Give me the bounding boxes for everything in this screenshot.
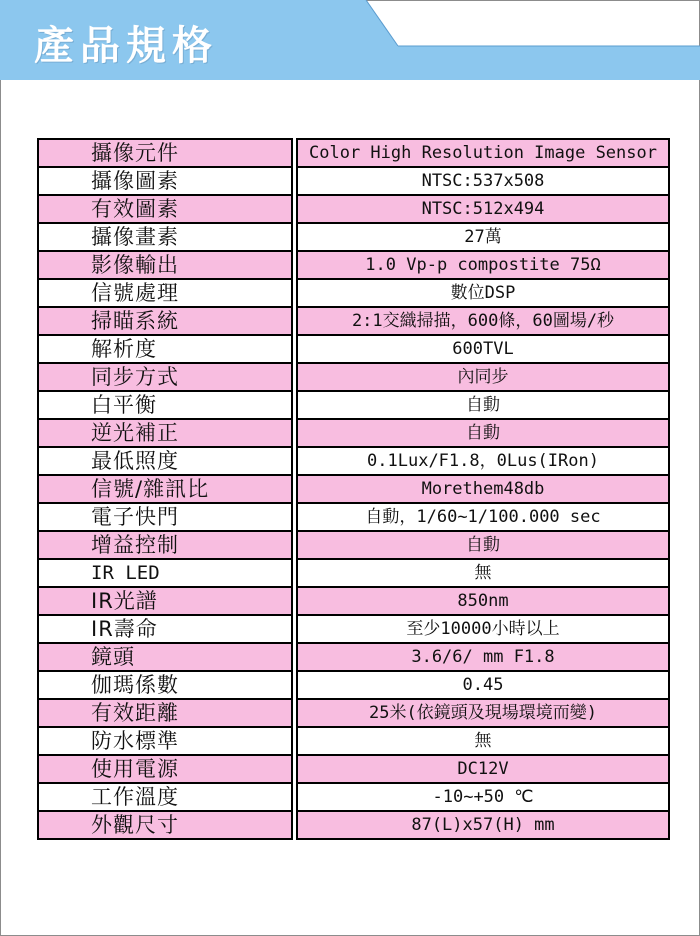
spec-row bbox=[38, 811, 669, 839]
spec-row bbox=[38, 615, 669, 643]
spec-label: 逆光補正 bbox=[38, 419, 292, 447]
spec-row bbox=[38, 531, 669, 559]
spec-value: 2:1交織掃描，600條，60圖場/秒 bbox=[297, 307, 669, 335]
spec-value: 3.6/6/ mm F1.8 bbox=[297, 643, 669, 671]
spec-row bbox=[38, 195, 669, 223]
spec-row bbox=[38, 167, 669, 195]
spec-value: 27萬 bbox=[297, 223, 669, 251]
spec-label: 防水標準 bbox=[38, 727, 292, 755]
spec-label: IR光譜 bbox=[38, 587, 292, 615]
spec-row bbox=[38, 503, 669, 531]
spec-label: 掃瞄系統 bbox=[38, 307, 292, 335]
spec-row bbox=[38, 699, 669, 727]
spec-label: 攝像圖素 bbox=[38, 167, 292, 195]
spec-value: 0.45 bbox=[297, 671, 669, 699]
spec-label: 增益控制 bbox=[38, 531, 292, 559]
spec-value: 87(L)x57(H) mm bbox=[297, 811, 669, 839]
spec-table-body bbox=[38, 139, 669, 839]
spec-label: 電子快門 bbox=[38, 503, 292, 531]
spec-value: 數位DSP bbox=[297, 279, 669, 307]
spec-value: 自動 bbox=[297, 391, 669, 419]
spec-value: -10~+50 ℃ bbox=[297, 783, 669, 811]
spec-label: 攝像元件 bbox=[38, 139, 292, 167]
spec-value: 內同步 bbox=[297, 363, 669, 391]
spec-label: 工作溫度 bbox=[38, 783, 292, 811]
spec-table bbox=[37, 138, 670, 840]
spec-row bbox=[38, 671, 669, 699]
spec-row bbox=[38, 727, 669, 755]
spec-label: 有效圖素 bbox=[38, 195, 292, 223]
spec-value: NTSC:537x508 bbox=[297, 167, 669, 195]
spec-label: 信號/雜訊比 bbox=[38, 475, 292, 503]
spec-row bbox=[38, 475, 669, 503]
spec-value: DC12V bbox=[297, 755, 669, 783]
spec-value: 25米(依鏡頭及現場環境而變) bbox=[297, 699, 669, 727]
spec-row bbox=[38, 279, 669, 307]
title-banner bbox=[0, 0, 700, 80]
spec-label: 攝像畫素 bbox=[38, 223, 292, 251]
spec-row bbox=[38, 307, 669, 335]
spec-value: 0.1Lux/F1.8，0Lus(IRon) bbox=[297, 447, 669, 475]
spec-label: 影像輸出 bbox=[38, 251, 292, 279]
spec-row bbox=[38, 755, 669, 783]
spec-row bbox=[38, 223, 669, 251]
spec-label: 解析度 bbox=[38, 335, 292, 363]
spec-row bbox=[38, 559, 669, 587]
spec-value: NTSC:512x494 bbox=[297, 195, 669, 223]
spec-row bbox=[38, 363, 669, 391]
spec-label: 鏡頭 bbox=[38, 643, 292, 671]
spec-row bbox=[38, 335, 669, 363]
page-title: 產品規格 bbox=[34, 23, 218, 69]
spec-row bbox=[38, 139, 669, 167]
spec-value: 至少10000小時以上 bbox=[297, 615, 669, 643]
spec-label: 同步方式 bbox=[38, 363, 292, 391]
spec-value: Morethem48db bbox=[297, 475, 669, 503]
spec-label: 最低照度 bbox=[38, 447, 292, 475]
spec-value: 無 bbox=[297, 559, 669, 587]
spec-row bbox=[38, 587, 669, 615]
spec-row bbox=[38, 643, 669, 671]
spec-value: 自動，1/60~1/100.000 sec bbox=[297, 503, 669, 531]
spec-row bbox=[38, 447, 669, 475]
spec-label: 有效距離 bbox=[38, 699, 292, 727]
spec-row bbox=[38, 251, 669, 279]
spec-label: IR壽命 bbox=[38, 615, 292, 643]
spec-value: 850nm bbox=[297, 587, 669, 615]
spec-value: 自動 bbox=[297, 531, 669, 559]
spec-label: IR LED bbox=[38, 559, 292, 587]
spec-label: 白平衡 bbox=[38, 391, 292, 419]
spec-label: 使用電源 bbox=[38, 755, 292, 783]
spec-row bbox=[38, 391, 669, 419]
spec-value: 600TVL bbox=[297, 335, 669, 363]
spec-row bbox=[38, 783, 669, 811]
spec-row bbox=[38, 419, 669, 447]
spec-value: 1.0 Vp-p compostite 75Ω bbox=[297, 251, 669, 279]
spec-value: 自動 bbox=[297, 419, 669, 447]
spec-label: 信號處理 bbox=[38, 279, 292, 307]
spec-label: 外觀尺寸 bbox=[38, 811, 292, 839]
spec-label: 伽瑪係數 bbox=[38, 671, 292, 699]
spec-value: Color High Resolution Image Sensor bbox=[297, 139, 669, 167]
spec-value: 無 bbox=[297, 727, 669, 755]
